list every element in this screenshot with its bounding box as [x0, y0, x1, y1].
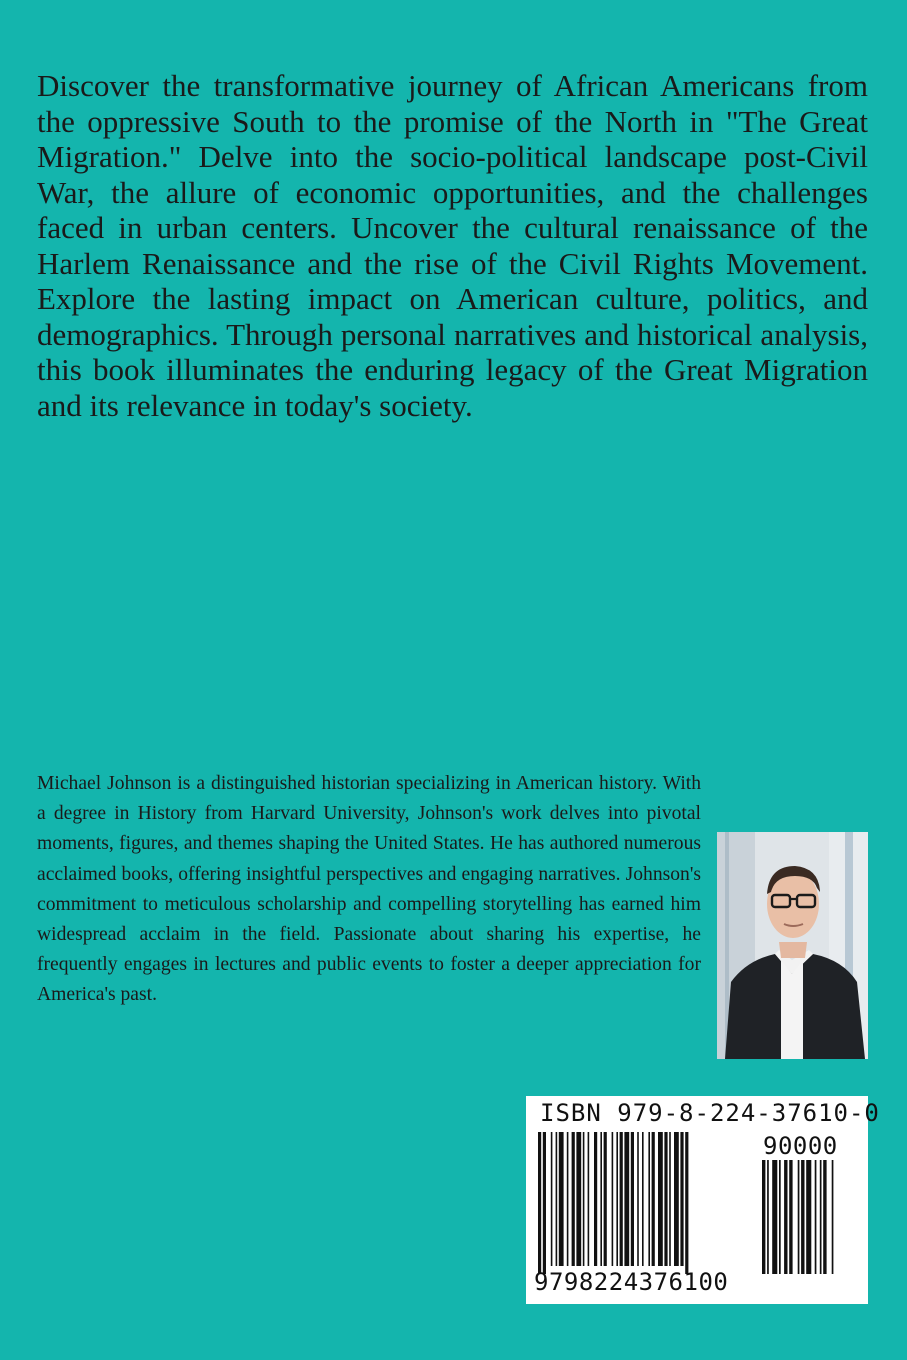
ean-digits: 9798224376100	[534, 1268, 729, 1296]
author-photo	[717, 832, 868, 1059]
book-description: Discover the transformative journey of African Americans from the oppressive South to the promise of the North in "The Great Migration." Delve into the socio-political landscape post-Civil War, the allure of economic opportunities, and the challenges faced in urban centers. Uncover the cultural renaissance of the Harlem Renaissance and the rise of the Civil Rights Movement. Explore the lasting impact on American culture, politics, and demographics. Through personal narratives and historical analysis, this book illuminates the enduring legacy of the Great Migration and its relevance in today's society.	[37, 68, 868, 423]
price-code: 90000	[763, 1132, 838, 1160]
isbn-label: ISBN 979-8-224-37610-0	[540, 1099, 880, 1127]
isbn-barcode	[526, 1096, 880, 1304]
author-bio: Michael Johnson is a distinguished historian specializing in American history. With a degree in History from Harvard University, Johnson's work delves into pivotal moments, figures, and themes shaping the United States. He has authored numerous acclaimed books, offering insightful perspectives and engaging narratives. Johnson's commitment to meticulous scholarship and compelling storytelling has earned him widespread acclaim in the field. Passionate about sharing his expertise, he frequently engages in lectures and public events to foster a deeper appreciation for America's past.	[37, 773, 701, 1006]
